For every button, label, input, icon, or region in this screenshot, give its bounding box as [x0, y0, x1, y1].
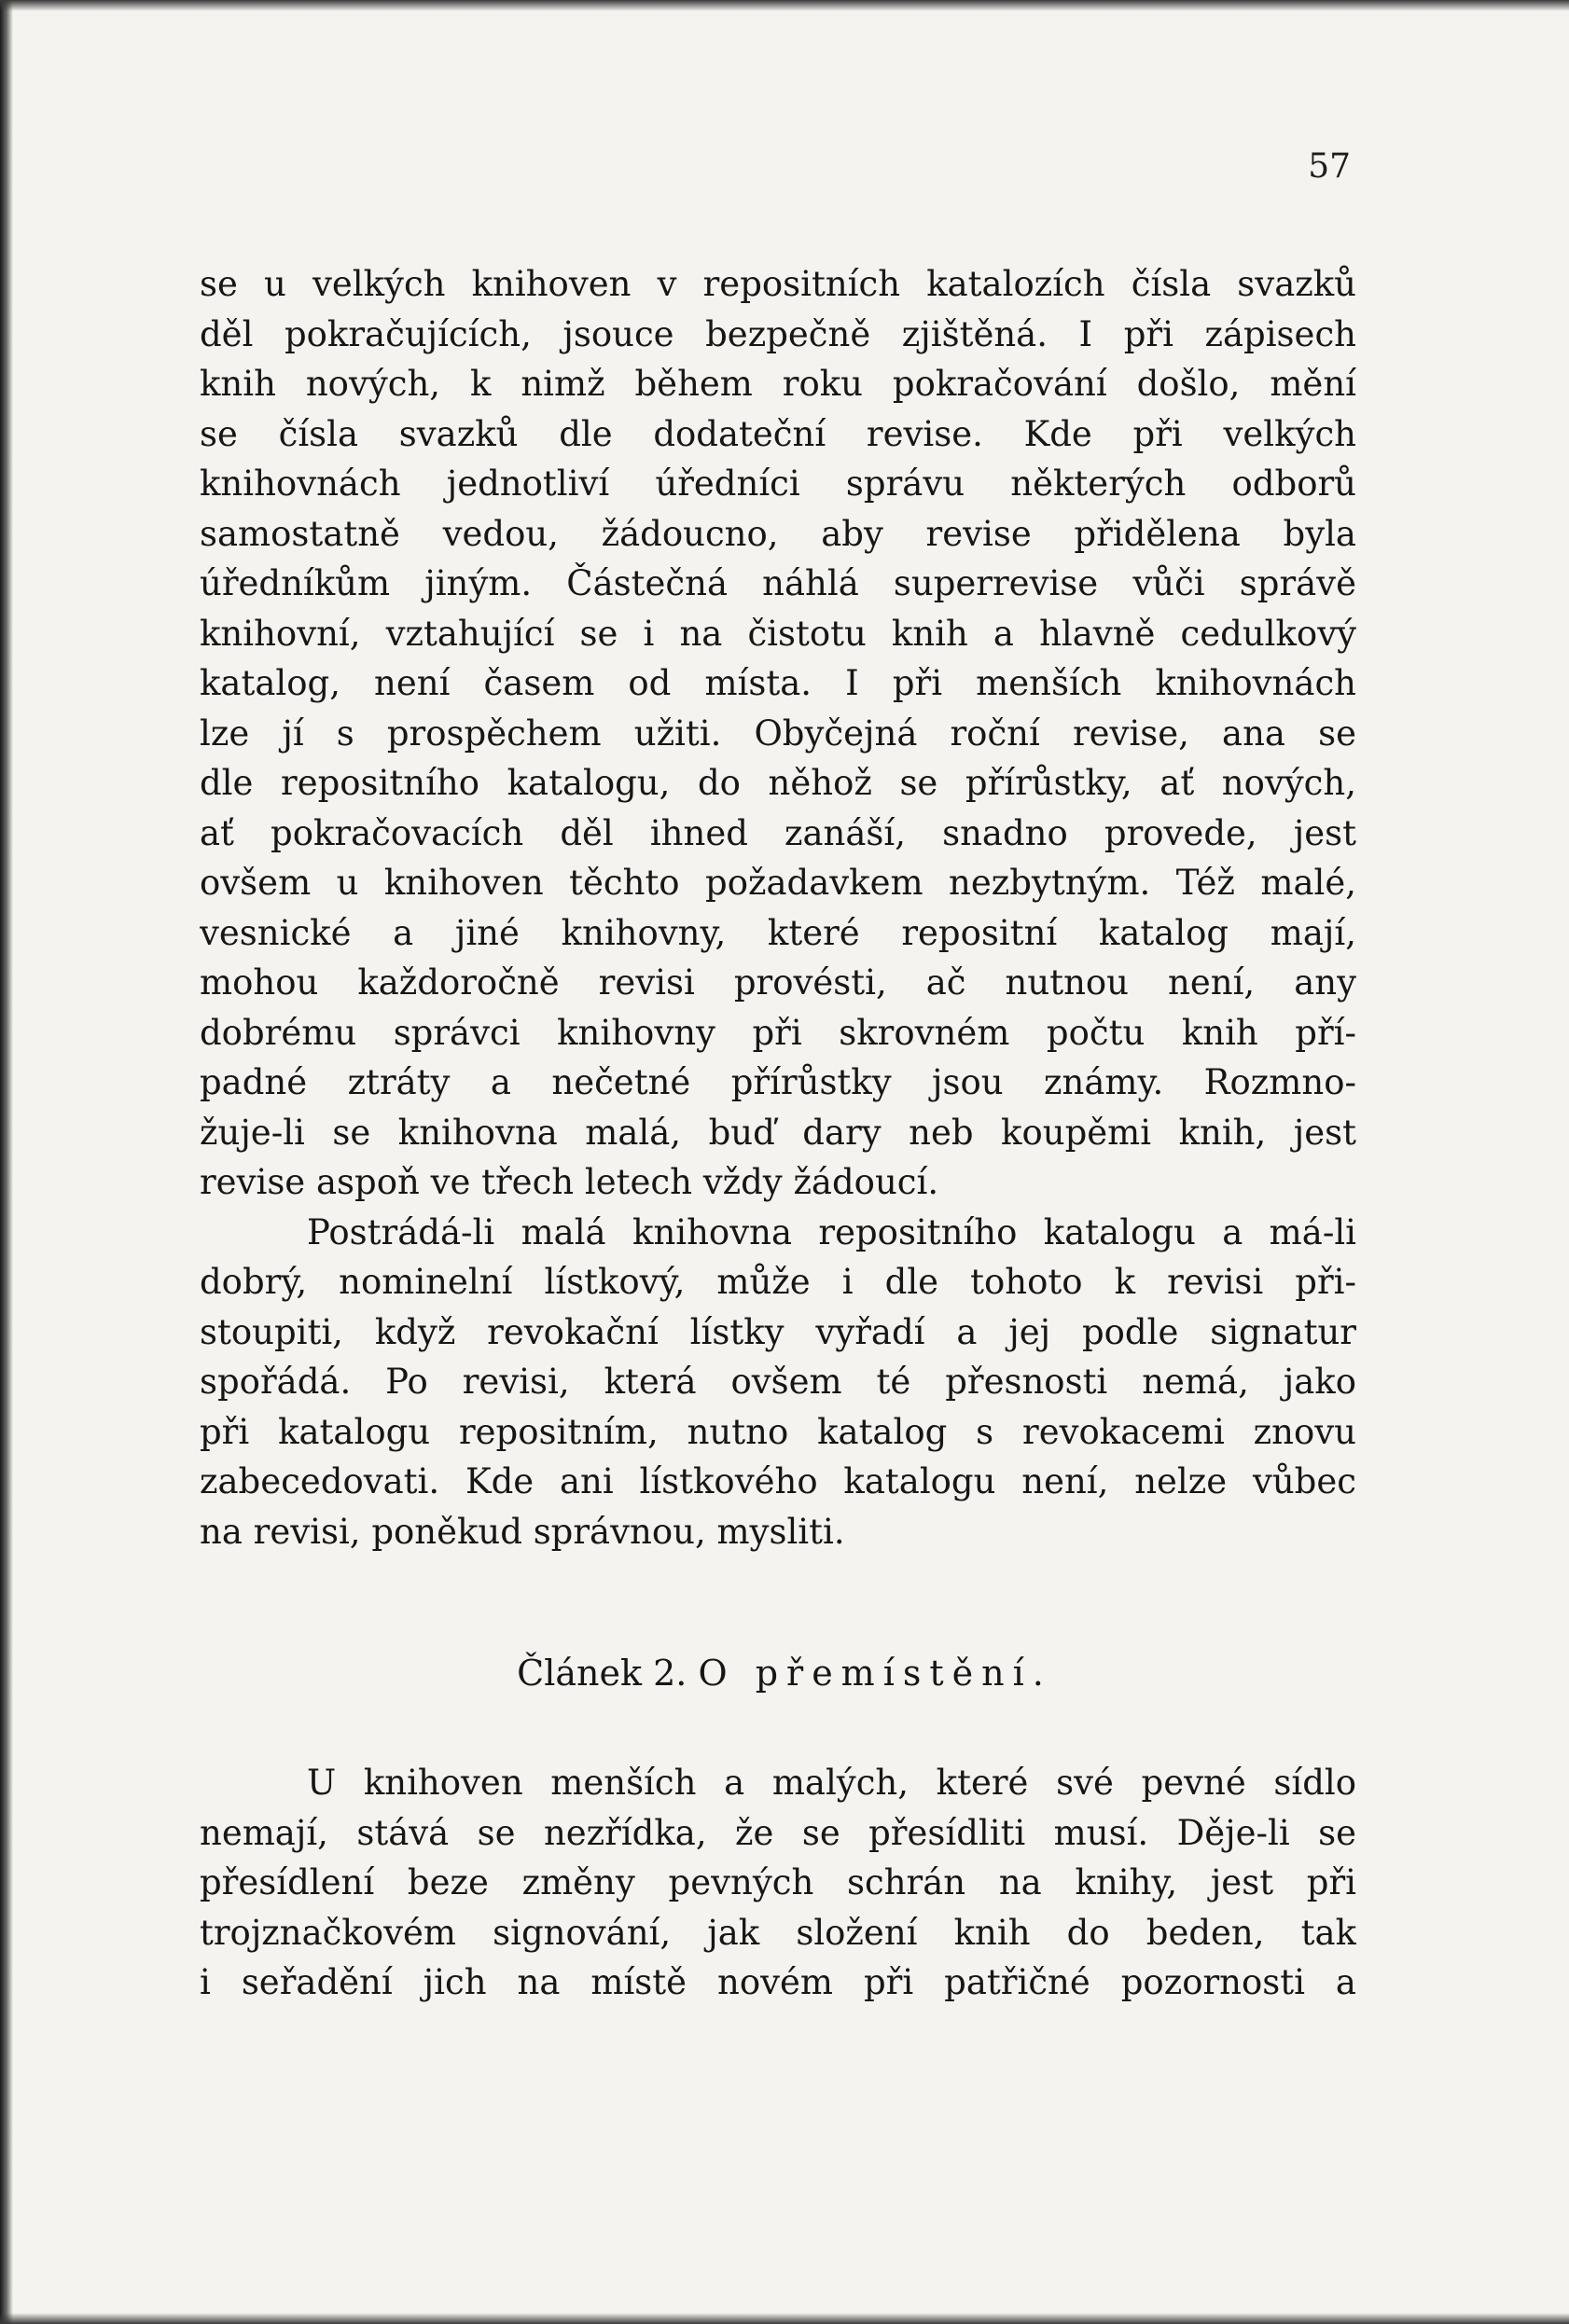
text-line: spořádá. Po revisi, která ovšem té přesnosti nemá, jako — [200, 1362, 1356, 1402]
text-line: knihovnách jednotliví úředníci správu některých odborů — [200, 463, 1356, 504]
text-line: U knihoven menších a malých, které své pevné sídlo — [307, 1763, 1356, 1803]
text-line: revise aspoň ve třech letech vždy žádoucí. — [200, 1162, 939, 1202]
bottom-edge-shadow — [0, 2313, 1569, 2324]
text-line: i seřadění jich na místě novém při patřičné pozornosti a — [200, 1962, 1356, 2002]
text-line: lze jí s prospěchem užiti. Obyčejná roční revise, ana se — [200, 712, 1356, 754]
text-line: se čísla svazků dle dodateční revise. Kde při velkých — [200, 413, 1356, 454]
top-edge-shadow — [0, 0, 1569, 11]
text-line: úředníkům jiným. Částečná náhlá superrevise vůči správě — [200, 563, 1356, 603]
page-number: 57 — [1308, 147, 1351, 186]
text-line: se u velkých knihoven v repositních katalozích čísla svazků — [200, 264, 1356, 304]
text-line: nemají, stává se nezřídka, že se přesídliti musí. Děje-li se — [200, 1812, 1356, 1853]
text-line: vesnické a jiné knihovny, které repositní katalog mají, — [200, 912, 1356, 953]
heading-prefix: Článek 2. — [517, 1653, 687, 1694]
text-line: při katalogu repositním, nutno katalog s revokacemi znovu — [200, 1411, 1356, 1452]
heading-title: O přemístění. — [698, 1653, 1052, 1694]
text-line: Postrádá-li malá knihovna repositního katalogu a má-li — [307, 1211, 1356, 1252]
text-line: padné ztráty a nečetné přírůstky jsou známy. Rozmno- — [200, 1062, 1356, 1102]
text-line: knih nových, k nimž během roku pokračování došlo, mění — [200, 364, 1356, 404]
text-line: knihovní, vztahující se i na čistotu knih a hlavně cedulkový — [200, 613, 1356, 654]
text-line: ať pokračovacích děl ihned zanáší, snadno provede, jest — [200, 812, 1356, 853]
text-line: na revisi, poněkud správnou, mysliti. — [200, 1511, 845, 1552]
text-line: trojznačkovém signování, jak složení knih do beden, tak — [200, 1912, 1356, 1953]
text-line: katalog, není časem od místa. I při menších knihovnách — [200, 663, 1356, 703]
text-line: ovšem u knihoven těchto požadavkem nezbytným. Též malé, — [200, 863, 1356, 903]
text-line: dobrý, nominelní lístkový, může i dle tohoto k revisi při- — [200, 1262, 1356, 1302]
text-line: stoupiti, když revokační lístky vyřadí a jej podle signatur — [200, 1311, 1356, 1352]
text-line: samostatně vedou, žádoucno, aby revise přidělena byla — [200, 513, 1356, 554]
binding-shadow — [0, 0, 13, 2324]
body-text — [200, 259, 1356, 1556]
text-line: dle repositního katalogu, do něhož se přírůstky, ať nových, — [200, 763, 1356, 803]
body-text-continued — [200, 1758, 1356, 2008]
text-line: dobrému správci knihovny při skrovném počtu knih pří- — [200, 1012, 1356, 1053]
text-line: žuje-li se knihovna malá, buď dary neb koupěmi knih, jest — [200, 1112, 1356, 1153]
section-heading — [0, 1653, 1569, 1694]
text-line: děl pokračujících, jsouce bezpečně zjištěná. I při zápisech — [200, 313, 1356, 354]
text-line: zabecedovati. Kde ani lístkového katalogu není, nelze vůbec — [200, 1461, 1356, 1501]
text-line: přesídlení beze změny pevných schrán na knihy, jest při — [200, 1862, 1356, 1902]
text-line: mohou každoročně revisi provésti, ač nutnou není, any — [200, 962, 1356, 1003]
